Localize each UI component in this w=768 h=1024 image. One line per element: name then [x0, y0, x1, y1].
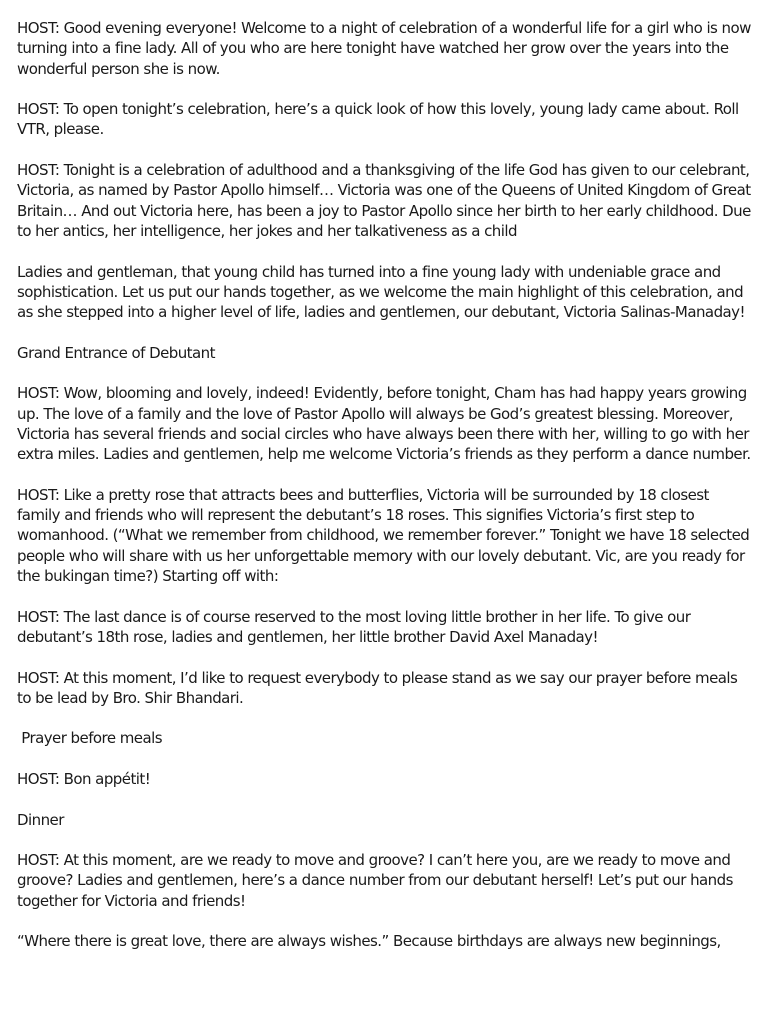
paragraph-dinner: Dinner: [17, 810, 64, 829]
paragraph-host-prayer-request: HOST: At this moment, I’d like to request everybody to please stand as we say our prayer before meals to be lead by Bro. Shir Bhandari.: [17, 668, 738, 707]
paragraph-host-bon-appetit: HOST: Bon appétit!: [17, 769, 151, 788]
paragraph-host-last-dance: HOST: The last dance is of course reserved to the most loving little brother in her life. To give our debutant’s 18th rose, ladies and gentlemen, her little brother David Axel Manaday!: [17, 607, 691, 646]
paragraph-host-friends-dance: HOST: Wow, blooming and lovely, indeed! Evidently, before tonight, Cham has had happy years growing up. The love of a family and the love of Pastor Apollo will always be God’s greatest blessing. Moreover, Victoria has several friends and social circles who have always been there with her, willing to go with her extra miles. Ladies and gentlemen, help me welcome Victoria’s friends as they perform a dance number.: [17, 384, 751, 464]
paragraph-great-love-wishes: “Where there is great love, there are always wishes.” Because birthdays are always new beginnings,: [17, 932, 721, 951]
document-page: [17, 18, 753, 972]
paragraph-host-18-roses: HOST: Like a pretty rose that attracts bees and butterflies, Victoria will be surrounded by 18 closest family and friends who will represent the debutant’s 18 roses. This signifies Victoria’s first step to womanhood. (“What we remember from childhood, we remember forever.” Tonight we have 18 selected people who will share with us her unforgettable memory with our lovely debutant. Vic, are you ready for the bukingan time?) Starting off with:: [17, 485, 750, 586]
paragraph-host-celebration-adulthood: HOST: Tonight is a celebration of adulthood and a thanksgiving of the life God has given to our celebrant, Victoria, as named by Pastor Apollo himself… Victoria was one of the Queens of United Kingdom of Great Britain… And out Victoria here, has been a joy to Pastor Apollo since her birth to her early childhood. Due to her antics, her intelligence, her jokes and her talkativeness as a child: [17, 161, 751, 240]
paragraph-host-welcome: HOST: Good evening everyone! Welcome to a night of celebration of a wonderful life for a girl who is now turning into a fine lady. All of you who are here tonight have watched her grow over the years into the wonderful person she is now.: [17, 19, 751, 78]
paragraph-host-roll-vtr: HOST: To open tonight’s celebration, here’s a quick look of how this lovely, young lady came about. Roll VTR, please.: [17, 100, 739, 139]
paragraph-host-move-and-groove: HOST: At this moment, are we ready to move and groove? I can’t here you, are we ready to move and groove? Ladies and gentlemen, here’s a dance number from our debutant herself! Let’s put our hands together for Victoria and friends!: [17, 851, 733, 910]
paragraph-introduce-debutant: Ladies and gentleman, that young child has turned into a fine young lady with undeniable grace and sophistication. Let us put our hands together, as we welcome the main highlight of this celebration, and as she stepped into a higher level of life, ladies and gentlemen, our debutant, Victoria Salinas-Manaday!: [17, 262, 745, 322]
paragraph-grand-entrance: Grand Entrance of Debutant: [17, 343, 215, 362]
paragraph-prayer-before-meals: Prayer before meals: [17, 729, 163, 748]
